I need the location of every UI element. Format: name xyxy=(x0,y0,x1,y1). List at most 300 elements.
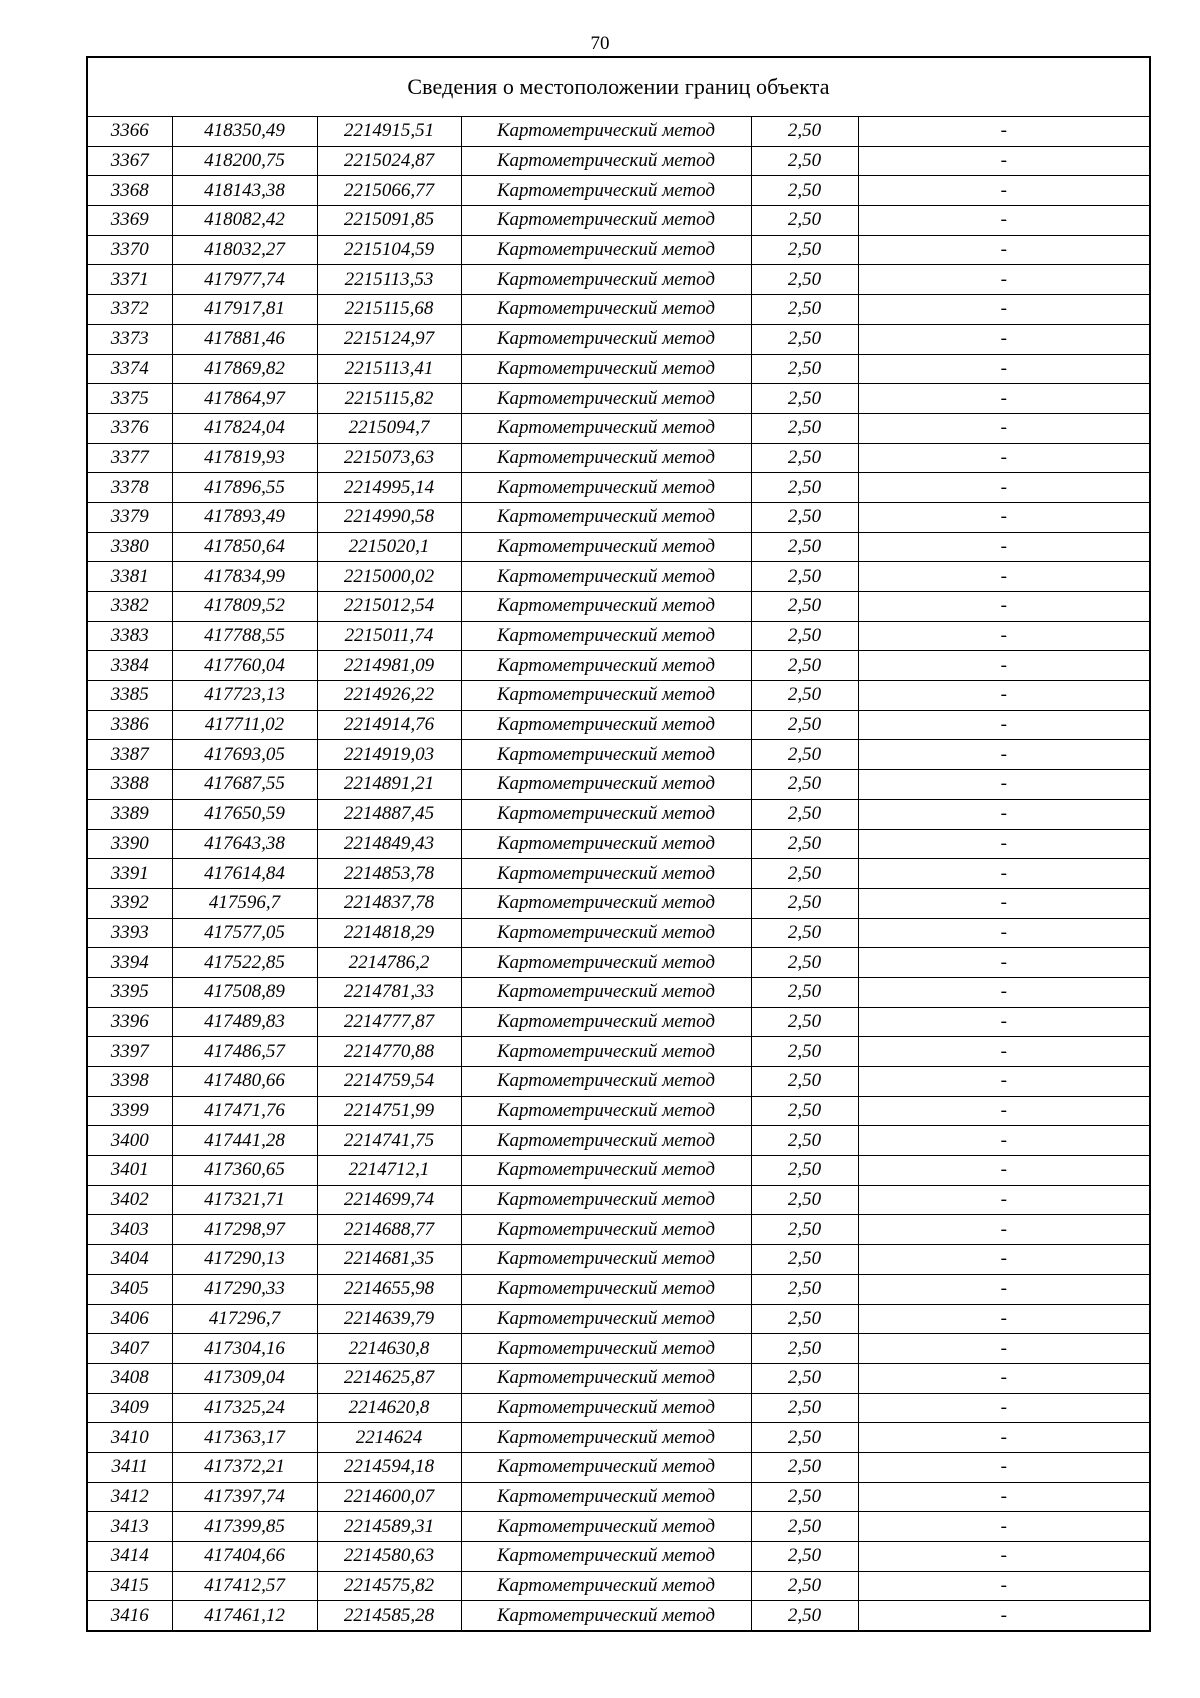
accuracy-cell: 2,50 xyxy=(751,1334,858,1364)
x-coordinate-cell: 417290,33 xyxy=(172,1274,317,1304)
x-coordinate-cell: 417881,46 xyxy=(172,324,317,354)
point-number-cell: 3385 xyxy=(87,681,172,711)
point-number-cell: 3392 xyxy=(87,888,172,918)
table-title: Сведения о местоположении границ объекта xyxy=(87,57,1150,117)
note-cell: - xyxy=(858,1156,1150,1186)
x-coordinate-cell: 417321,71 xyxy=(172,1185,317,1215)
x-coordinate-cell: 417486,57 xyxy=(172,1037,317,1067)
table-row xyxy=(87,206,1150,236)
method-cell: Картометрический метод xyxy=(461,1007,751,1037)
table-row xyxy=(87,1452,1150,1482)
table-row xyxy=(87,354,1150,384)
accuracy-cell: 2,50 xyxy=(751,1067,858,1097)
note-cell: - xyxy=(858,740,1150,770)
y-coordinate-cell: 2214853,78 xyxy=(317,859,461,889)
note-cell: - xyxy=(858,532,1150,562)
table-row xyxy=(87,829,1150,859)
note-cell: - xyxy=(858,206,1150,236)
table-row xyxy=(87,176,1150,206)
table-row xyxy=(87,324,1150,354)
method-cell: Картометрический метод xyxy=(461,710,751,740)
x-coordinate-cell: 417850,64 xyxy=(172,532,317,562)
accuracy-cell: 2,50 xyxy=(751,295,858,325)
method-cell: Картометрический метод xyxy=(461,1482,751,1512)
note-cell: - xyxy=(858,146,1150,176)
table-row xyxy=(87,1245,1150,1275)
y-coordinate-cell: 2214681,35 xyxy=(317,1245,461,1275)
note-cell: - xyxy=(858,799,1150,829)
y-coordinate-cell: 2214818,29 xyxy=(317,918,461,948)
accuracy-cell: 2,50 xyxy=(751,1304,858,1334)
accuracy-cell: 2,50 xyxy=(751,1037,858,1067)
table-row xyxy=(87,1304,1150,1334)
accuracy-cell: 2,50 xyxy=(751,562,858,592)
note-cell: - xyxy=(858,562,1150,592)
x-coordinate-cell: 417441,28 xyxy=(172,1126,317,1156)
accuracy-cell: 2,50 xyxy=(751,1007,858,1037)
accuracy-cell: 2,50 xyxy=(751,829,858,859)
point-number-cell: 3404 xyxy=(87,1245,172,1275)
table-row xyxy=(87,621,1150,651)
x-coordinate-cell: 417596,7 xyxy=(172,888,317,918)
point-number-cell: 3381 xyxy=(87,562,172,592)
y-coordinate-cell: 2215124,97 xyxy=(317,324,461,354)
accuracy-cell: 2,50 xyxy=(751,1185,858,1215)
table-row xyxy=(87,1542,1150,1572)
accuracy-cell: 2,50 xyxy=(751,977,858,1007)
method-cell: Картометрический метод xyxy=(461,562,751,592)
table-row xyxy=(87,502,1150,532)
point-number-cell: 3396 xyxy=(87,1007,172,1037)
note-cell: - xyxy=(858,651,1150,681)
y-coordinate-cell: 2214580,63 xyxy=(317,1542,461,1572)
point-number-cell: 3397 xyxy=(87,1037,172,1067)
y-coordinate-cell: 2215011,74 xyxy=(317,621,461,651)
accuracy-cell: 2,50 xyxy=(751,1482,858,1512)
point-number-cell: 3407 xyxy=(87,1334,172,1364)
method-cell: Картометрический метод xyxy=(461,443,751,473)
note-cell: - xyxy=(858,235,1150,265)
y-coordinate-cell: 2214699,74 xyxy=(317,1185,461,1215)
point-number-cell: 3374 xyxy=(87,354,172,384)
accuracy-cell: 2,50 xyxy=(751,413,858,443)
accuracy-cell: 2,50 xyxy=(751,948,858,978)
x-coordinate-cell: 417363,17 xyxy=(172,1423,317,1453)
point-number-cell: 3383 xyxy=(87,621,172,651)
point-number-cell: 3387 xyxy=(87,740,172,770)
accuracy-cell: 2,50 xyxy=(751,592,858,622)
note-cell: - xyxy=(858,1482,1150,1512)
y-coordinate-cell: 2215024,87 xyxy=(317,146,461,176)
method-cell: Картометрический метод xyxy=(461,235,751,265)
note-cell: - xyxy=(858,681,1150,711)
y-coordinate-cell: 2214575,82 xyxy=(317,1571,461,1601)
method-cell: Картометрический метод xyxy=(461,354,751,384)
note-cell: - xyxy=(858,1037,1150,1067)
table-row xyxy=(87,1601,1150,1631)
note-cell: - xyxy=(858,1007,1150,1037)
accuracy-cell: 2,50 xyxy=(751,473,858,503)
accuracy-cell: 2,50 xyxy=(751,146,858,176)
point-number-cell: 3414 xyxy=(87,1542,172,1572)
x-coordinate-cell: 417508,89 xyxy=(172,977,317,1007)
note-cell: - xyxy=(858,176,1150,206)
x-coordinate-cell: 417788,55 xyxy=(172,621,317,651)
point-number-cell: 3389 xyxy=(87,799,172,829)
accuracy-cell: 2,50 xyxy=(751,384,858,414)
note-cell: - xyxy=(858,1126,1150,1156)
note-cell: - xyxy=(858,1185,1150,1215)
y-coordinate-cell: 2215113,53 xyxy=(317,265,461,295)
table-row xyxy=(87,384,1150,414)
x-coordinate-cell: 417864,97 xyxy=(172,384,317,414)
method-cell: Картометрический метод xyxy=(461,770,751,800)
y-coordinate-cell: 2215094,7 xyxy=(317,413,461,443)
y-coordinate-cell: 2214655,98 xyxy=(317,1274,461,1304)
table-row xyxy=(87,1037,1150,1067)
x-coordinate-cell: 417687,55 xyxy=(172,770,317,800)
note-cell: - xyxy=(858,948,1150,978)
boundary-table xyxy=(86,56,1151,1632)
note-cell: - xyxy=(858,710,1150,740)
table-row xyxy=(87,859,1150,889)
y-coordinate-cell: 2215073,63 xyxy=(317,443,461,473)
table-row xyxy=(87,562,1150,592)
method-cell: Картометрический метод xyxy=(461,384,751,414)
point-number-cell: 3378 xyxy=(87,473,172,503)
note-cell: - xyxy=(858,384,1150,414)
accuracy-cell: 2,50 xyxy=(751,443,858,473)
table-row xyxy=(87,1363,1150,1393)
accuracy-cell: 2,50 xyxy=(751,1215,858,1245)
table-row xyxy=(87,1423,1150,1453)
x-coordinate-cell: 417809,52 xyxy=(172,592,317,622)
x-coordinate-cell: 417480,66 xyxy=(172,1067,317,1097)
x-coordinate-cell: 417461,12 xyxy=(172,1601,317,1631)
y-coordinate-cell: 2214786,2 xyxy=(317,948,461,978)
point-number-cell: 3402 xyxy=(87,1185,172,1215)
point-number-cell: 3403 xyxy=(87,1215,172,1245)
note-cell: - xyxy=(858,829,1150,859)
table-row xyxy=(87,1334,1150,1364)
method-cell: Картометрический метод xyxy=(461,1512,751,1542)
method-cell: Картометрический метод xyxy=(461,829,751,859)
y-coordinate-cell: 2214995,14 xyxy=(317,473,461,503)
accuracy-cell: 2,50 xyxy=(751,1423,858,1453)
method-cell: Картометрический метод xyxy=(461,532,751,562)
accuracy-cell: 2,50 xyxy=(751,651,858,681)
x-coordinate-cell: 417399,85 xyxy=(172,1512,317,1542)
accuracy-cell: 2,50 xyxy=(751,1601,858,1631)
y-coordinate-cell: 2214600,07 xyxy=(317,1482,461,1512)
accuracy-cell: 2,50 xyxy=(751,681,858,711)
note-cell: - xyxy=(858,592,1150,622)
accuracy-cell: 2,50 xyxy=(751,740,858,770)
y-coordinate-cell: 2215104,59 xyxy=(317,235,461,265)
x-coordinate-cell: 418350,49 xyxy=(172,117,317,147)
y-coordinate-cell: 2214594,18 xyxy=(317,1452,461,1482)
x-coordinate-cell: 417723,13 xyxy=(172,681,317,711)
x-coordinate-cell: 418143,38 xyxy=(172,176,317,206)
table-row xyxy=(87,1215,1150,1245)
accuracy-cell: 2,50 xyxy=(751,799,858,829)
method-cell: Картометрический метод xyxy=(461,176,751,206)
note-cell: - xyxy=(858,1363,1150,1393)
method-cell: Картометрический метод xyxy=(461,1274,751,1304)
note-cell: - xyxy=(858,1601,1150,1631)
table-row xyxy=(87,1096,1150,1126)
accuracy-cell: 2,50 xyxy=(751,918,858,948)
point-number-cell: 3405 xyxy=(87,1274,172,1304)
accuracy-cell: 2,50 xyxy=(751,1571,858,1601)
y-coordinate-cell: 2214759,54 xyxy=(317,1067,461,1097)
y-coordinate-cell: 2214620,8 xyxy=(317,1393,461,1423)
note-cell: - xyxy=(858,1393,1150,1423)
x-coordinate-cell: 417296,7 xyxy=(172,1304,317,1334)
method-cell: Картометрический метод xyxy=(461,592,751,622)
method-cell: Картометрический метод xyxy=(461,859,751,889)
y-coordinate-cell: 2214915,51 xyxy=(317,117,461,147)
note-cell: - xyxy=(858,502,1150,532)
y-coordinate-cell: 2214625,87 xyxy=(317,1363,461,1393)
point-number-cell: 3408 xyxy=(87,1363,172,1393)
method-cell: Картометрический метод xyxy=(461,1304,751,1334)
table-row xyxy=(87,1393,1150,1423)
point-number-cell: 3406 xyxy=(87,1304,172,1334)
note-cell: - xyxy=(858,1215,1150,1245)
accuracy-cell: 2,50 xyxy=(751,1156,858,1186)
table-row xyxy=(87,799,1150,829)
method-cell: Картометрический метод xyxy=(461,1096,751,1126)
x-coordinate-cell: 417304,16 xyxy=(172,1334,317,1364)
x-coordinate-cell: 417489,83 xyxy=(172,1007,317,1037)
point-number-cell: 3369 xyxy=(87,206,172,236)
accuracy-cell: 2,50 xyxy=(751,1393,858,1423)
y-coordinate-cell: 2215115,68 xyxy=(317,295,461,325)
note-cell: - xyxy=(858,1571,1150,1601)
note-cell: - xyxy=(858,770,1150,800)
note-cell: - xyxy=(858,977,1150,1007)
table-row xyxy=(87,1126,1150,1156)
method-cell: Картометрический метод xyxy=(461,1245,751,1275)
note-cell: - xyxy=(858,621,1150,651)
table-row xyxy=(87,1067,1150,1097)
x-coordinate-cell: 417819,93 xyxy=(172,443,317,473)
method-cell: Картометрический метод xyxy=(461,1185,751,1215)
table-row xyxy=(87,1571,1150,1601)
note-cell: - xyxy=(858,324,1150,354)
y-coordinate-cell: 2214770,88 xyxy=(317,1037,461,1067)
y-coordinate-cell: 2214981,09 xyxy=(317,651,461,681)
point-number-cell: 3416 xyxy=(87,1601,172,1631)
method-cell: Картометрический метод xyxy=(461,621,751,651)
method-cell: Картометрический метод xyxy=(461,1423,751,1453)
x-coordinate-cell: 417522,85 xyxy=(172,948,317,978)
point-number-cell: 3386 xyxy=(87,710,172,740)
point-number-cell: 3376 xyxy=(87,413,172,443)
point-number-cell: 3399 xyxy=(87,1096,172,1126)
x-coordinate-cell: 417325,24 xyxy=(172,1393,317,1423)
y-coordinate-cell: 2214919,03 xyxy=(317,740,461,770)
y-coordinate-cell: 2214887,45 xyxy=(317,799,461,829)
method-cell: Картометрический метод xyxy=(461,502,751,532)
accuracy-cell: 2,50 xyxy=(751,1245,858,1275)
table-row xyxy=(87,1185,1150,1215)
y-coordinate-cell: 2214688,77 xyxy=(317,1215,461,1245)
x-coordinate-cell: 417834,99 xyxy=(172,562,317,592)
method-cell: Картометрический метод xyxy=(461,117,751,147)
x-coordinate-cell: 417760,04 xyxy=(172,651,317,681)
accuracy-cell: 2,50 xyxy=(751,235,858,265)
table-body xyxy=(87,57,1150,1631)
table-row xyxy=(87,117,1150,147)
table-row xyxy=(87,918,1150,948)
note-cell: - xyxy=(858,1512,1150,1542)
x-coordinate-cell: 417977,74 xyxy=(172,265,317,295)
x-coordinate-cell: 417917,81 xyxy=(172,295,317,325)
x-coordinate-cell: 417412,57 xyxy=(172,1571,317,1601)
x-coordinate-cell: 417309,04 xyxy=(172,1363,317,1393)
table-row xyxy=(87,235,1150,265)
x-coordinate-cell: 417372,21 xyxy=(172,1452,317,1482)
point-number-cell: 3382 xyxy=(87,592,172,622)
point-number-cell: 3380 xyxy=(87,532,172,562)
method-cell: Картометрический метод xyxy=(461,1037,751,1067)
note-cell: - xyxy=(858,1304,1150,1334)
point-number-cell: 3372 xyxy=(87,295,172,325)
note-cell: - xyxy=(858,1067,1150,1097)
accuracy-cell: 2,50 xyxy=(751,710,858,740)
method-cell: Картометрический метод xyxy=(461,1067,751,1097)
method-cell: Картометрический метод xyxy=(461,918,751,948)
method-cell: Картометрический метод xyxy=(461,1542,751,1572)
accuracy-cell: 2,50 xyxy=(751,1452,858,1482)
point-number-cell: 3384 xyxy=(87,651,172,681)
point-number-cell: 3411 xyxy=(87,1452,172,1482)
y-coordinate-cell: 2214589,31 xyxy=(317,1512,461,1542)
page-number: 70 xyxy=(590,33,610,54)
method-cell: Картометрический метод xyxy=(461,1334,751,1364)
y-coordinate-cell: 2214837,78 xyxy=(317,888,461,918)
table-row xyxy=(87,1512,1150,1542)
method-cell: Картометрический метод xyxy=(461,1363,751,1393)
accuracy-cell: 2,50 xyxy=(751,354,858,384)
table-row xyxy=(87,948,1150,978)
point-number-cell: 3373 xyxy=(87,324,172,354)
method-cell: Картометрический метод xyxy=(461,740,751,770)
point-number-cell: 3393 xyxy=(87,918,172,948)
y-coordinate-cell: 2214630,8 xyxy=(317,1334,461,1364)
point-number-cell: 3410 xyxy=(87,1423,172,1453)
table-title-row xyxy=(87,57,1150,117)
x-coordinate-cell: 417896,55 xyxy=(172,473,317,503)
method-cell: Картометрический метод xyxy=(461,1156,751,1186)
method-cell: Картометрический метод xyxy=(461,206,751,236)
x-coordinate-cell: 417650,59 xyxy=(172,799,317,829)
x-coordinate-cell: 418032,27 xyxy=(172,235,317,265)
y-coordinate-cell: 2214781,33 xyxy=(317,977,461,1007)
accuracy-cell: 2,50 xyxy=(751,324,858,354)
accuracy-cell: 2,50 xyxy=(751,621,858,651)
point-number-cell: 3413 xyxy=(87,1512,172,1542)
method-cell: Картометрический метод xyxy=(461,799,751,829)
method-cell: Картометрический метод xyxy=(461,1601,751,1631)
point-number-cell: 3379 xyxy=(87,502,172,532)
note-cell: - xyxy=(858,265,1150,295)
x-coordinate-cell: 417360,65 xyxy=(172,1156,317,1186)
x-coordinate-cell: 417824,04 xyxy=(172,413,317,443)
accuracy-cell: 2,50 xyxy=(751,502,858,532)
y-coordinate-cell: 2214914,76 xyxy=(317,710,461,740)
y-coordinate-cell: 2215012,54 xyxy=(317,592,461,622)
y-coordinate-cell: 2214926,22 xyxy=(317,681,461,711)
point-number-cell: 3366 xyxy=(87,117,172,147)
accuracy-cell: 2,50 xyxy=(751,770,858,800)
y-coordinate-cell: 2215113,41 xyxy=(317,354,461,384)
table-row xyxy=(87,710,1150,740)
y-coordinate-cell: 2214624 xyxy=(317,1423,461,1453)
x-coordinate-cell: 417397,74 xyxy=(172,1482,317,1512)
note-cell: - xyxy=(858,473,1150,503)
y-coordinate-cell: 2214849,43 xyxy=(317,829,461,859)
x-coordinate-cell: 417577,05 xyxy=(172,918,317,948)
method-cell: Картометрический метод xyxy=(461,681,751,711)
accuracy-cell: 2,50 xyxy=(751,1274,858,1304)
x-coordinate-cell: 417711,02 xyxy=(172,710,317,740)
table-row xyxy=(87,770,1150,800)
note-cell: - xyxy=(858,918,1150,948)
y-coordinate-cell: 2215091,85 xyxy=(317,206,461,236)
table-row xyxy=(87,443,1150,473)
point-number-cell: 3377 xyxy=(87,443,172,473)
y-coordinate-cell: 2215115,82 xyxy=(317,384,461,414)
point-number-cell: 3367 xyxy=(87,146,172,176)
method-cell: Картометрический метод xyxy=(461,146,751,176)
table-row xyxy=(87,473,1150,503)
method-cell: Картометрический метод xyxy=(461,324,751,354)
note-cell: - xyxy=(858,1096,1150,1126)
table-row xyxy=(87,592,1150,622)
method-cell: Картометрический метод xyxy=(461,1215,751,1245)
table-row xyxy=(87,265,1150,295)
accuracy-cell: 2,50 xyxy=(751,1126,858,1156)
point-number-cell: 3412 xyxy=(87,1482,172,1512)
point-number-cell: 3395 xyxy=(87,977,172,1007)
method-cell: Картометрический метод xyxy=(461,473,751,503)
x-coordinate-cell: 417614,84 xyxy=(172,859,317,889)
y-coordinate-cell: 2214990,58 xyxy=(317,502,461,532)
x-coordinate-cell: 417893,49 xyxy=(172,502,317,532)
table-row xyxy=(87,681,1150,711)
point-number-cell: 3391 xyxy=(87,859,172,889)
x-coordinate-cell: 417290,13 xyxy=(172,1245,317,1275)
point-number-cell: 3368 xyxy=(87,176,172,206)
table-row xyxy=(87,532,1150,562)
table-row xyxy=(87,651,1150,681)
point-number-cell: 3371 xyxy=(87,265,172,295)
x-coordinate-cell: 417471,76 xyxy=(172,1096,317,1126)
x-coordinate-cell: 417643,38 xyxy=(172,829,317,859)
y-coordinate-cell: 2214585,28 xyxy=(317,1601,461,1631)
accuracy-cell: 2,50 xyxy=(751,265,858,295)
table-row xyxy=(87,1156,1150,1186)
y-coordinate-cell: 2214751,99 xyxy=(317,1096,461,1126)
x-coordinate-cell: 417869,82 xyxy=(172,354,317,384)
point-number-cell: 3390 xyxy=(87,829,172,859)
table-row xyxy=(87,1007,1150,1037)
method-cell: Картометрический метод xyxy=(461,977,751,1007)
method-cell: Картометрический метод xyxy=(461,295,751,325)
